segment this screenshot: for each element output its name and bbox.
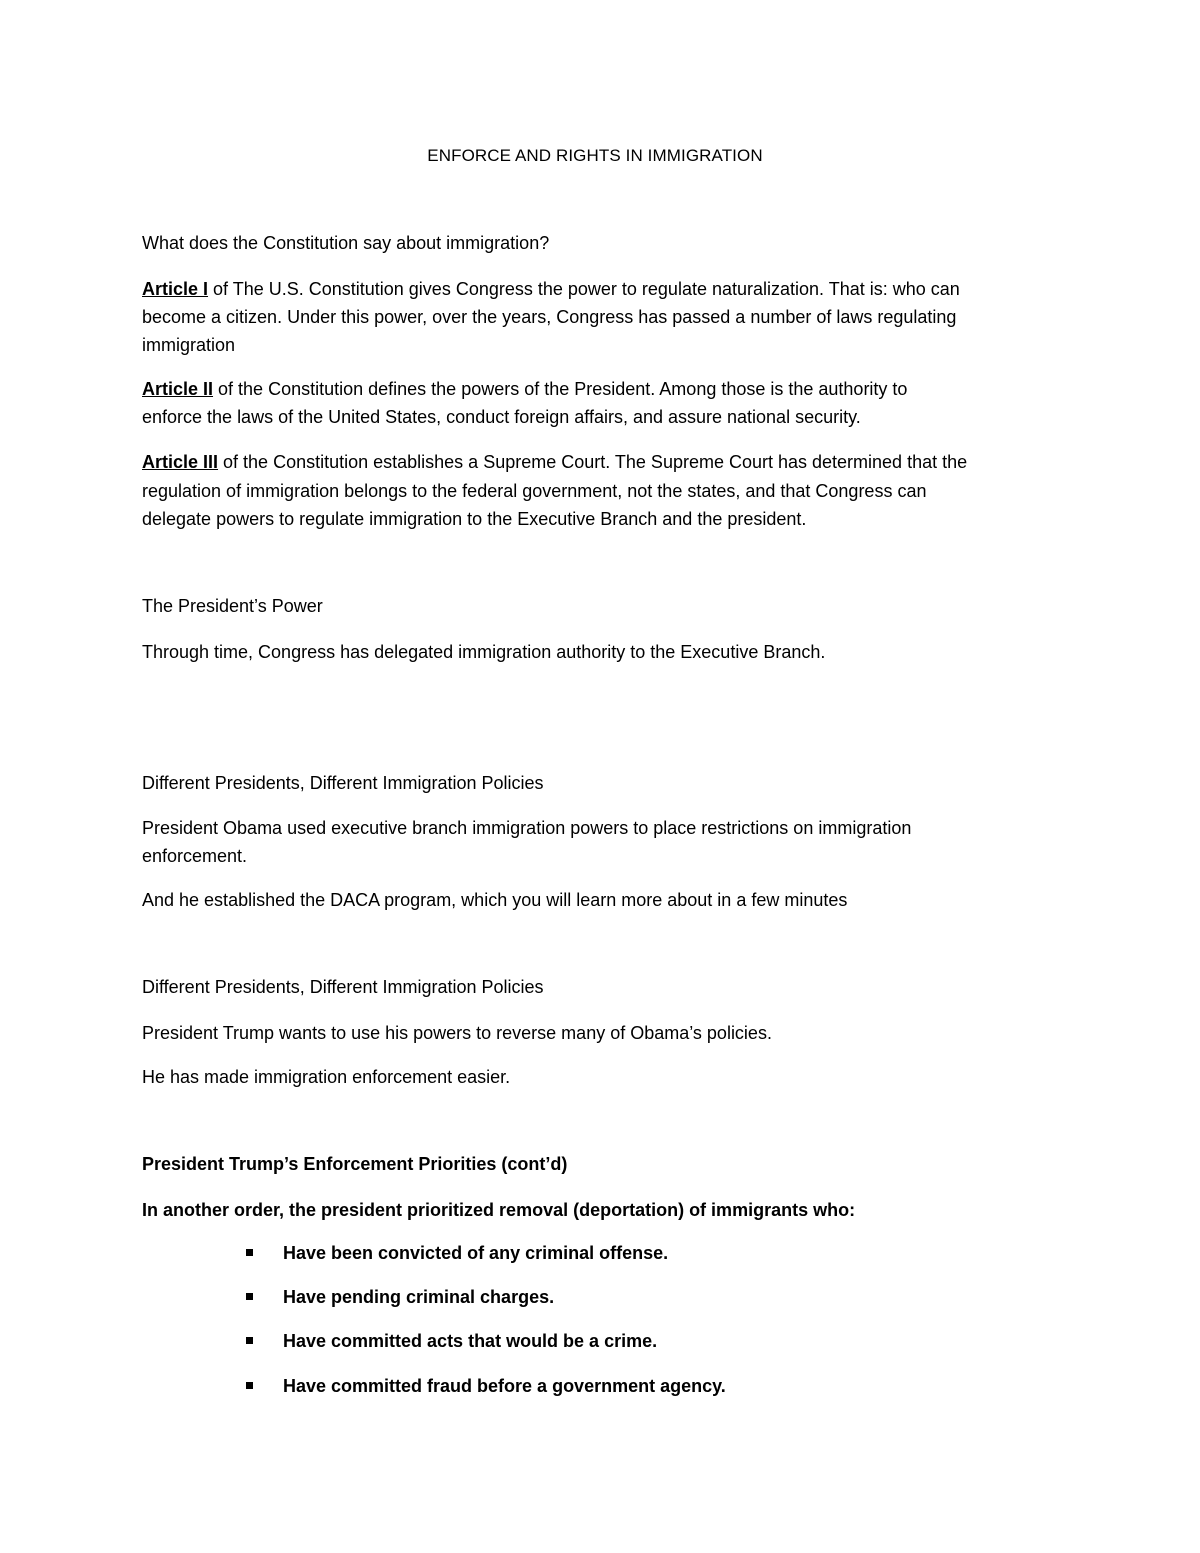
article2-line1 — [142, 375, 1062, 403]
priorities-intro: In another order, the president prioritized removal (deportation) of immigrants who: — [142, 1200, 856, 1220]
document-title: ENFORCE AND RIGHTS IN IMMIGRATION — [427, 146, 763, 165]
square-bullet-icon — [246, 1293, 253, 1300]
square-bullet-icon — [246, 1382, 253, 1389]
priority-item-text: Have committed fraud before a government agency. — [283, 1376, 726, 1396]
article2-line2: enforce the laws of the United States, conduct foreign affairs, and assure national security. — [142, 407, 861, 427]
priority-item-text: Have committed acts that would be a crime. — [283, 1331, 658, 1351]
article3-line2: regulation of immigration belongs to the federal government, not the states, and that Congress can — [142, 481, 927, 501]
article1-text: of The U.S. Constitution gives Congress the power to regulate naturalization. That is: who can — [208, 279, 960, 299]
trump-line2: He has made immigration enforcement easier. — [142, 1067, 511, 1087]
article1-ref: Article I — [142, 279, 209, 299]
article3-line3: delegate powers to regulate immigration to the Executive Branch and the president. — [142, 509, 807, 529]
obama-line3: And he established the DACA program, which you will learn more about in a few minutes — [142, 890, 848, 910]
obama-line2: enforcement. — [142, 846, 248, 866]
obama-section-heading: Different Presidents, Different Immigration Policies — [142, 773, 544, 793]
trump-section-heading: Different Presidents, Different Immigration Policies — [142, 977, 544, 997]
presidents-power-heading: The President’s Power — [142, 596, 323, 616]
article3-line1 — [142, 448, 1062, 476]
presidents-power-text: Through time, Congress has delegated immigration authority to the Executive Branch. — [142, 642, 826, 662]
square-bullet-icon — [246, 1337, 253, 1344]
priorities-heading: President Trump’s Enforcement Priorities (cont’d) — [142, 1154, 568, 1174]
square-bullet-icon — [246, 1249, 253, 1256]
article2-text: of the Constitution defines the powers of the President. Among those is the authority to — [213, 379, 908, 399]
priority-item-text: Have pending criminal charges. — [283, 1287, 555, 1307]
constitution-question: What does the Constitution say about immigration? — [142, 233, 550, 253]
obama-line1: President Obama used executive branch immigration powers to place restrictions on immigration — [142, 818, 912, 838]
trump-line1: President Trump wants to use his powers to reverse many of Obama’s policies. — [142, 1023, 772, 1043]
article3-ref: Article III — [142, 452, 219, 472]
article1-line2: become a citizen. Under this power, over the years, Congress has passed a number of laws regulating — [142, 307, 957, 327]
article1-line3: immigration — [142, 335, 236, 355]
article3-text: of the Constitution establishes a Supreme Court. The Supreme Court has determined that the — [218, 452, 968, 472]
article2-ref: Article II — [142, 379, 214, 399]
priority-item-text: Have been convicted of any criminal offense. — [283, 1243, 669, 1263]
article1-line1 — [142, 275, 1062, 303]
